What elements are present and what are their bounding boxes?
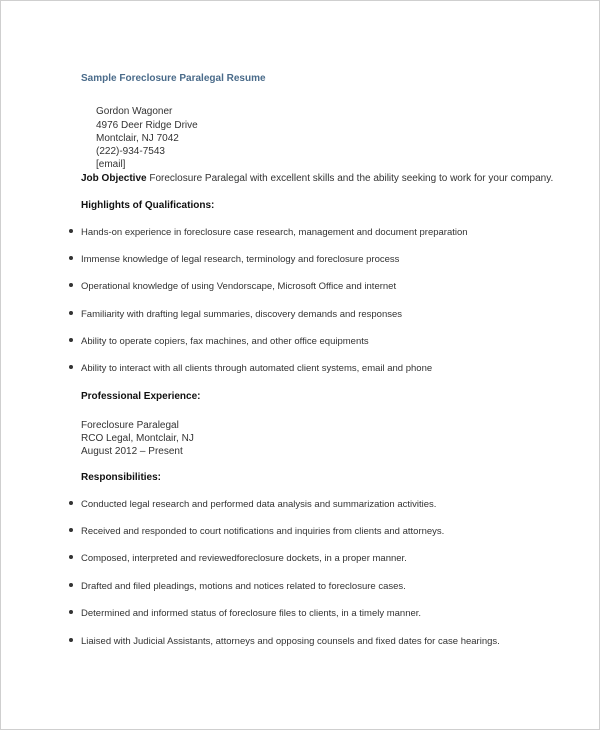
- bullet-icon: [69, 256, 73, 260]
- bullet-icon: [69, 365, 73, 369]
- list-item-text: Received and responded to court notifications and inquiries from clients and attorneys.: [81, 526, 445, 537]
- list-item-text: Liaised with Judicial Assistants, attorneys and opposing counsels and fixed dates for case hearings.: [81, 636, 500, 647]
- bullet-icon: [69, 311, 73, 315]
- list-item: [69, 254, 399, 265]
- list-item: [69, 526, 444, 537]
- objective-label: Job Objective: [81, 173, 147, 184]
- list-item: [69, 553, 407, 564]
- list-item: [69, 499, 436, 510]
- contact-city: Montclair, NJ 7042: [96, 133, 179, 144]
- list-item-text: Familiarity with drafting legal summaries, discovery demands and responses: [81, 309, 403, 320]
- responsibilities-heading: Responsibilities:: [81, 472, 162, 483]
- objective-text: Foreclosure Paralegal with excellent skills and the ability seeking to work for your company.: [146, 173, 554, 184]
- list-item: [69, 281, 396, 292]
- list-item: [69, 336, 369, 347]
- list-item-text: Determined and informed status of foreclosure files to clients, in a timely manner.: [81, 608, 422, 619]
- list-item-text: Conducted legal research and performed data analysis and summarization activities.: [81, 499, 437, 510]
- contact-name: Gordon Wagoner: [96, 106, 173, 117]
- list-item: [69, 636, 500, 647]
- contact-email: [email]: [96, 159, 126, 170]
- list-item-text: Ability to operate copiers, fax machines, and other office equipments: [81, 336, 369, 347]
- contact-phone: (222)-934-7543: [96, 146, 165, 157]
- job-objective: [81, 173, 553, 184]
- bullet-icon: [69, 638, 73, 642]
- list-item-text: Drafted and filed pleadings, motions and notices related to foreclosure cases.: [81, 581, 406, 592]
- bullet-icon: [69, 229, 73, 233]
- bullet-icon: [69, 501, 73, 505]
- job-position: Foreclosure Paralegal: [81, 420, 179, 431]
- bullet-icon: [69, 528, 73, 532]
- list-item-text: Operational knowledge of using Vendorscape, Microsoft Office and internet: [81, 281, 397, 292]
- job-dates: August 2012 – Present: [81, 446, 183, 457]
- contact-street: 4976 Deer Ridge Drive: [96, 120, 198, 131]
- bullet-icon: [69, 338, 73, 342]
- qualifications-heading: Highlights of Qualifications:: [81, 200, 215, 211]
- job-company: RCO Legal, Montclair, NJ: [81, 433, 194, 444]
- list-item: [69, 309, 402, 320]
- list-item: [69, 608, 421, 619]
- experience-heading: Professional Experience:: [81, 391, 201, 402]
- list-item-text: Ability to interact with all clients through automated client systems, email and phone: [81, 363, 433, 374]
- document-title: Sample Foreclosure Paralegal Resume: [81, 73, 266, 84]
- bullet-icon: [69, 583, 73, 587]
- bullet-icon: [69, 283, 73, 287]
- list-item: [69, 581, 406, 592]
- list-item-text: Hands-on experience in foreclosure case research, management and document preparation: [81, 227, 468, 238]
- list-item-text: Composed, interpreted and reviewedforeclosure dockets, in a proper manner.: [81, 553, 407, 564]
- list-item: [69, 363, 432, 374]
- bullet-icon: [69, 555, 73, 559]
- list-item: [69, 227, 468, 238]
- list-item-text: Immense knowledge of legal research, terminology and foreclosure process: [81, 254, 400, 265]
- bullet-icon: [69, 610, 73, 614]
